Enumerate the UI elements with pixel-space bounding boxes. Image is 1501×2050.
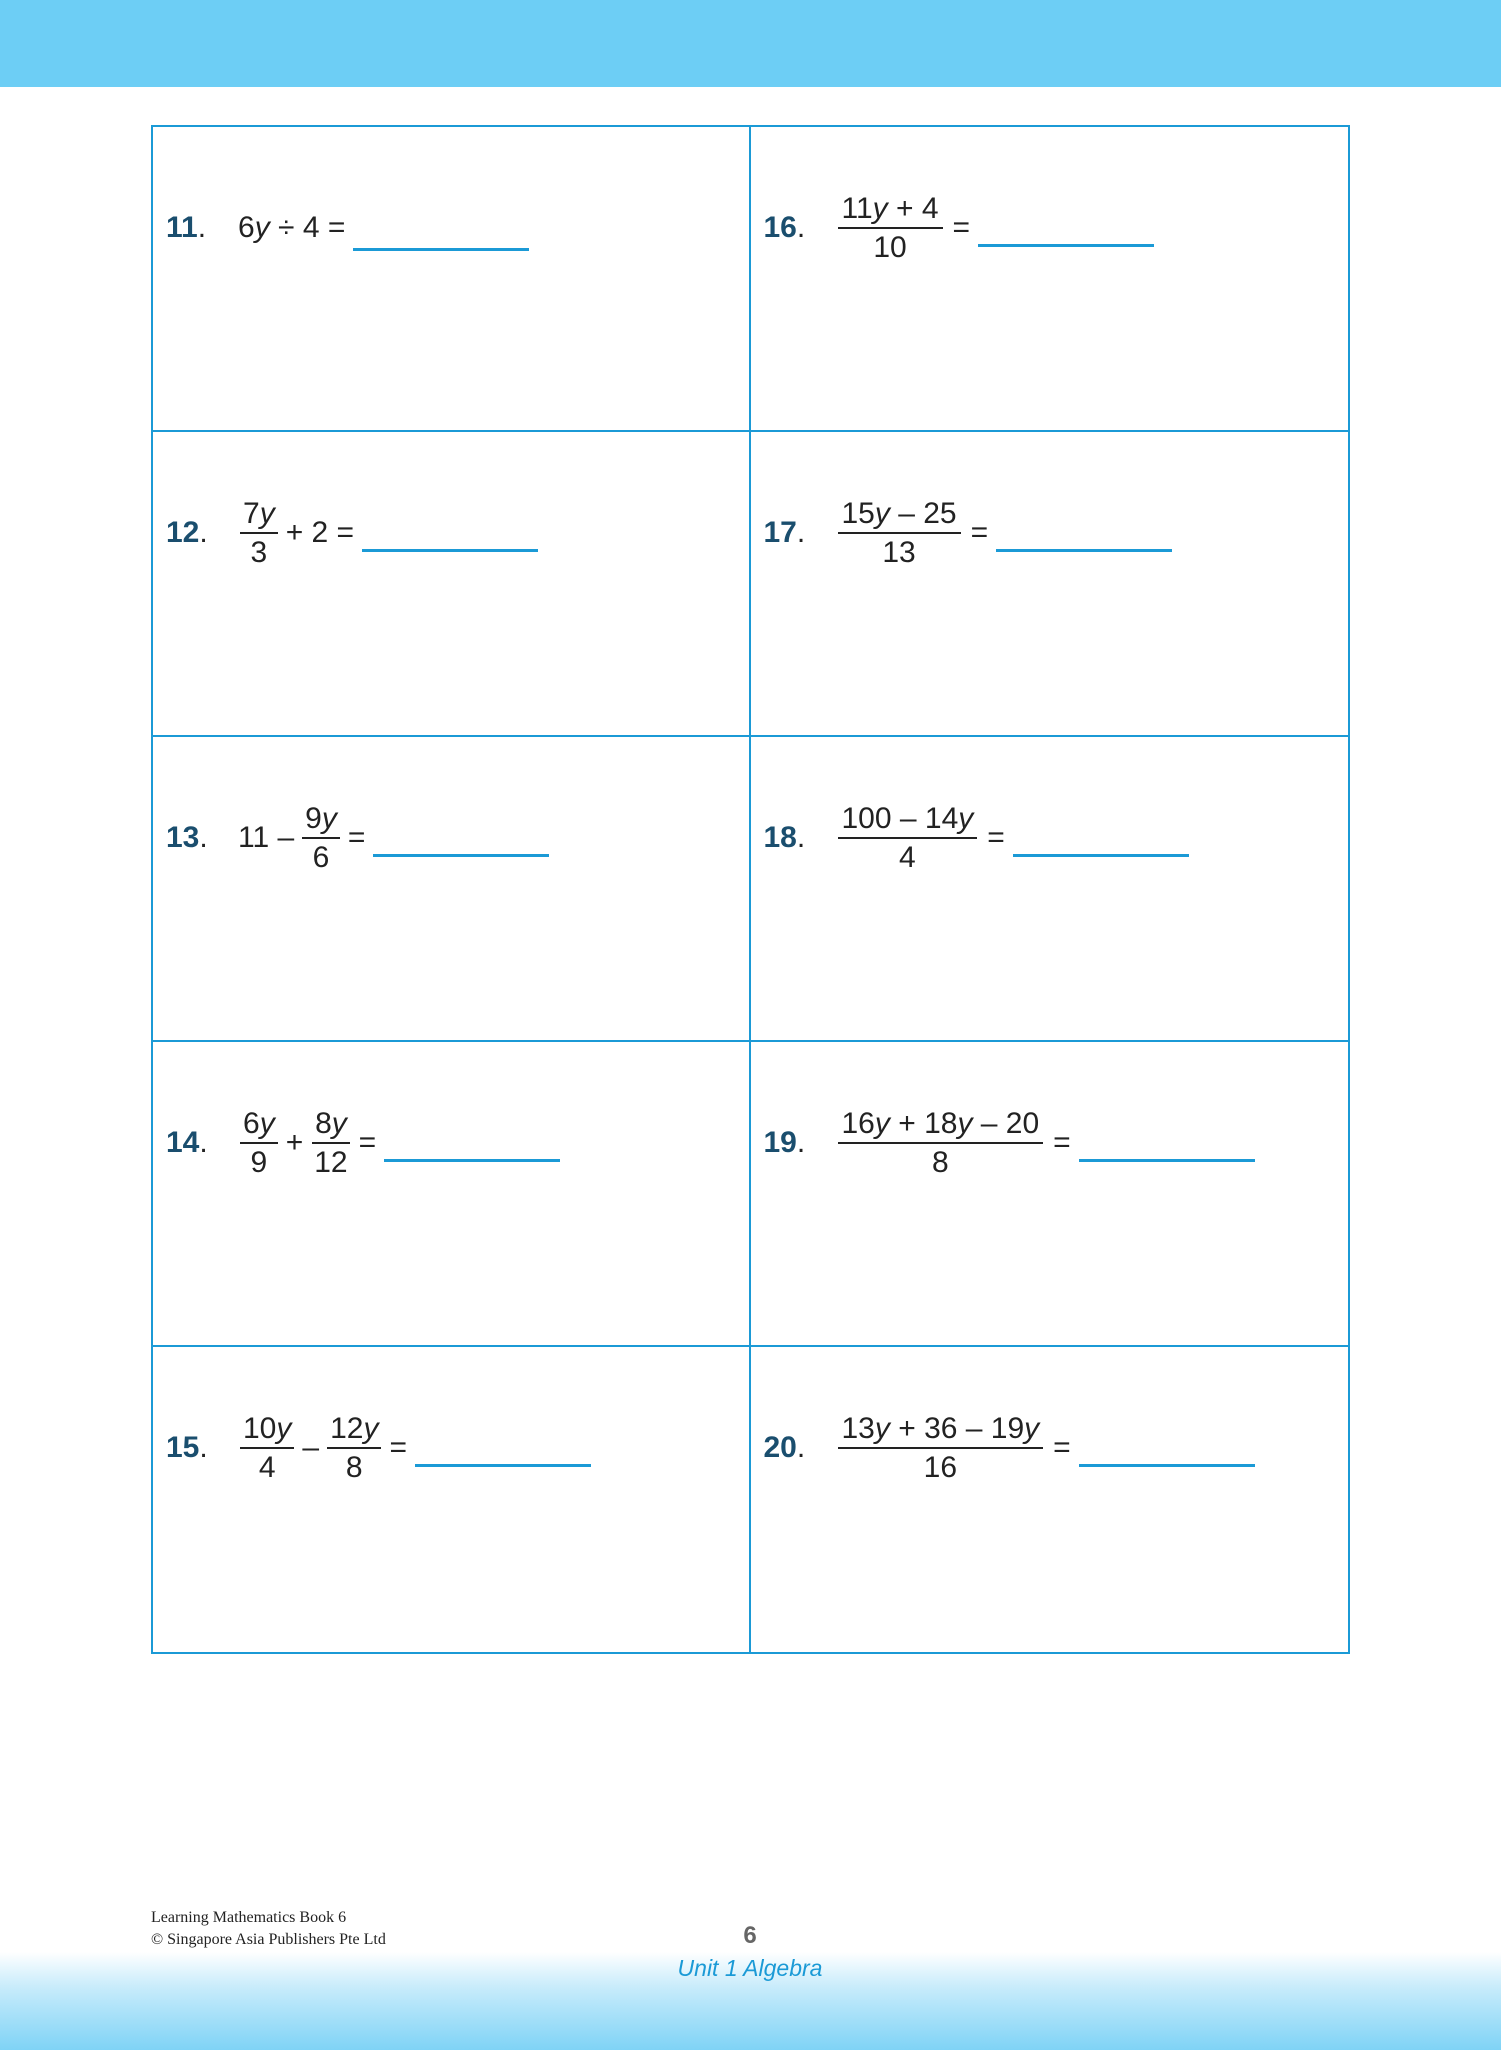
variable-y: y xyxy=(331,1106,347,1140)
numerator: 13y + 36 – 19y xyxy=(838,1413,1044,1450)
question-12 xyxy=(166,488,538,578)
denominator: 8 xyxy=(345,1451,363,1484)
question-13-cell xyxy=(153,737,751,1042)
variable-y: y xyxy=(957,1106,973,1140)
question-number: 18. xyxy=(763,821,806,854)
variable-y: y xyxy=(259,1106,275,1140)
expression xyxy=(238,1108,376,1179)
question-number: 20. xyxy=(763,1431,806,1464)
equals-sign: = xyxy=(389,1431,407,1464)
expression xyxy=(836,1108,1071,1179)
variable-y: y xyxy=(321,801,337,835)
answer-blank[interactable] xyxy=(415,1435,591,1467)
question-19-cell xyxy=(751,1042,1349,1347)
variable-y: y xyxy=(874,1106,890,1140)
answer-blank[interactable] xyxy=(1079,1130,1255,1162)
fraction-2 xyxy=(327,1413,381,1484)
variable-y: y xyxy=(874,1411,890,1445)
question-number: 13. xyxy=(166,821,208,854)
footer-credits xyxy=(151,1907,386,1951)
fraction xyxy=(838,803,978,874)
expression xyxy=(836,193,971,264)
equals-sign: = xyxy=(970,516,989,549)
expression: 6 y ÷ 4 = xyxy=(238,211,346,244)
question-18-cell xyxy=(751,737,1349,1042)
fraction-2 xyxy=(311,1108,350,1179)
unit-title: Unit 1 Algebra xyxy=(677,1955,823,1981)
denominator: 9 xyxy=(250,1146,268,1179)
answer-blank[interactable] xyxy=(1079,1435,1255,1467)
question-14-cell xyxy=(153,1042,751,1347)
fraction xyxy=(838,1413,1044,1484)
denominator: 3 xyxy=(250,536,268,569)
question-18 xyxy=(764,793,1189,883)
denominator: 8 xyxy=(931,1146,949,1179)
equals-sign: = xyxy=(358,1126,377,1159)
expression xyxy=(836,498,989,569)
numerator: 10y xyxy=(240,1413,294,1450)
fraction xyxy=(240,498,278,569)
equals-sign: = xyxy=(1053,1431,1071,1464)
variable-y: y xyxy=(872,191,888,225)
fraction xyxy=(838,1108,1044,1179)
answer-blank[interactable] xyxy=(978,215,1154,247)
equals-sign: = xyxy=(347,821,366,854)
equals-sign: = xyxy=(952,211,971,244)
expression xyxy=(238,1413,407,1484)
denominator: 13 xyxy=(882,536,916,569)
answer-blank[interactable] xyxy=(362,520,538,552)
question-14 xyxy=(166,1098,560,1188)
numerator: 8y xyxy=(312,1108,350,1145)
question-number: 12. xyxy=(166,516,208,549)
denominator: 4 xyxy=(899,841,916,874)
question-number: 19. xyxy=(763,1126,806,1159)
variable-y: y xyxy=(363,1411,379,1445)
answer-blank[interactable] xyxy=(1013,825,1189,857)
numerator: 9y xyxy=(302,803,340,840)
answer-blank[interactable] xyxy=(373,825,549,857)
numerator: 16y + 18y – 20 xyxy=(838,1108,1044,1145)
variable-y: y xyxy=(874,496,890,530)
expression xyxy=(238,803,365,874)
expression xyxy=(836,803,1005,874)
variable-y: y xyxy=(958,801,974,835)
expression-head: 11 – xyxy=(238,821,295,854)
question-16 xyxy=(764,183,1155,273)
variable-y: y xyxy=(254,211,270,244)
numerator: 11y + 4 xyxy=(838,193,943,230)
question-13 xyxy=(166,793,549,883)
operator: – xyxy=(302,1431,320,1464)
question-11 xyxy=(166,183,529,273)
question-16-cell xyxy=(751,127,1349,432)
expression xyxy=(238,498,354,569)
question-17 xyxy=(764,488,1173,578)
question-15-cell xyxy=(153,1347,751,1652)
numerator: 15y – 25 xyxy=(838,498,961,535)
numerator: 12y xyxy=(327,1413,381,1450)
question-19 xyxy=(764,1098,1255,1188)
numerator: 7y xyxy=(240,498,278,535)
variable-y: y xyxy=(1024,1411,1040,1445)
fraction xyxy=(838,193,943,264)
question-15 xyxy=(166,1403,591,1493)
answer-blank[interactable] xyxy=(996,520,1172,552)
questions-grid xyxy=(151,125,1350,1654)
fraction xyxy=(302,803,340,874)
equals-sign: = xyxy=(987,821,1005,854)
expression xyxy=(836,1413,1071,1484)
question-20 xyxy=(764,1403,1255,1493)
fraction-1 xyxy=(240,1413,294,1484)
denominator: 10 xyxy=(873,231,907,264)
denominator: 16 xyxy=(923,1451,958,1484)
question-number: 14. xyxy=(166,1126,208,1159)
top-color-band xyxy=(0,0,1501,87)
fraction-1 xyxy=(240,1108,278,1179)
numerator: 6y xyxy=(240,1108,278,1145)
question-12-cell xyxy=(153,432,751,737)
answer-blank[interactable] xyxy=(353,219,529,251)
variable-y: y xyxy=(259,496,275,530)
fraction xyxy=(838,498,961,569)
question-11-cell xyxy=(153,127,751,432)
question-number: 16. xyxy=(763,211,806,244)
question-17-cell xyxy=(751,432,1349,737)
equals-sign: = xyxy=(1053,1126,1071,1159)
denominator: 4 xyxy=(258,1451,276,1484)
page-number: 6 xyxy=(743,1922,757,1949)
expression-tail: + 2 = xyxy=(285,516,355,549)
numerator: 100 – 14y xyxy=(838,803,978,840)
denominator: 6 xyxy=(312,841,330,874)
book-title: Learning Mathematics Book 6 xyxy=(151,1909,347,1926)
question-number: 17. xyxy=(763,516,806,549)
operator: + xyxy=(285,1126,304,1159)
variable-y: y xyxy=(276,1411,292,1445)
question-number: 15. xyxy=(166,1431,208,1464)
question-20-cell xyxy=(751,1347,1349,1652)
answer-blank[interactable] xyxy=(384,1130,560,1162)
denominator: 12 xyxy=(314,1146,348,1179)
question-number: 11. xyxy=(166,211,207,244)
copyright-notice: © Singapore Asia Publishers Pte Ltd xyxy=(151,1931,386,1948)
